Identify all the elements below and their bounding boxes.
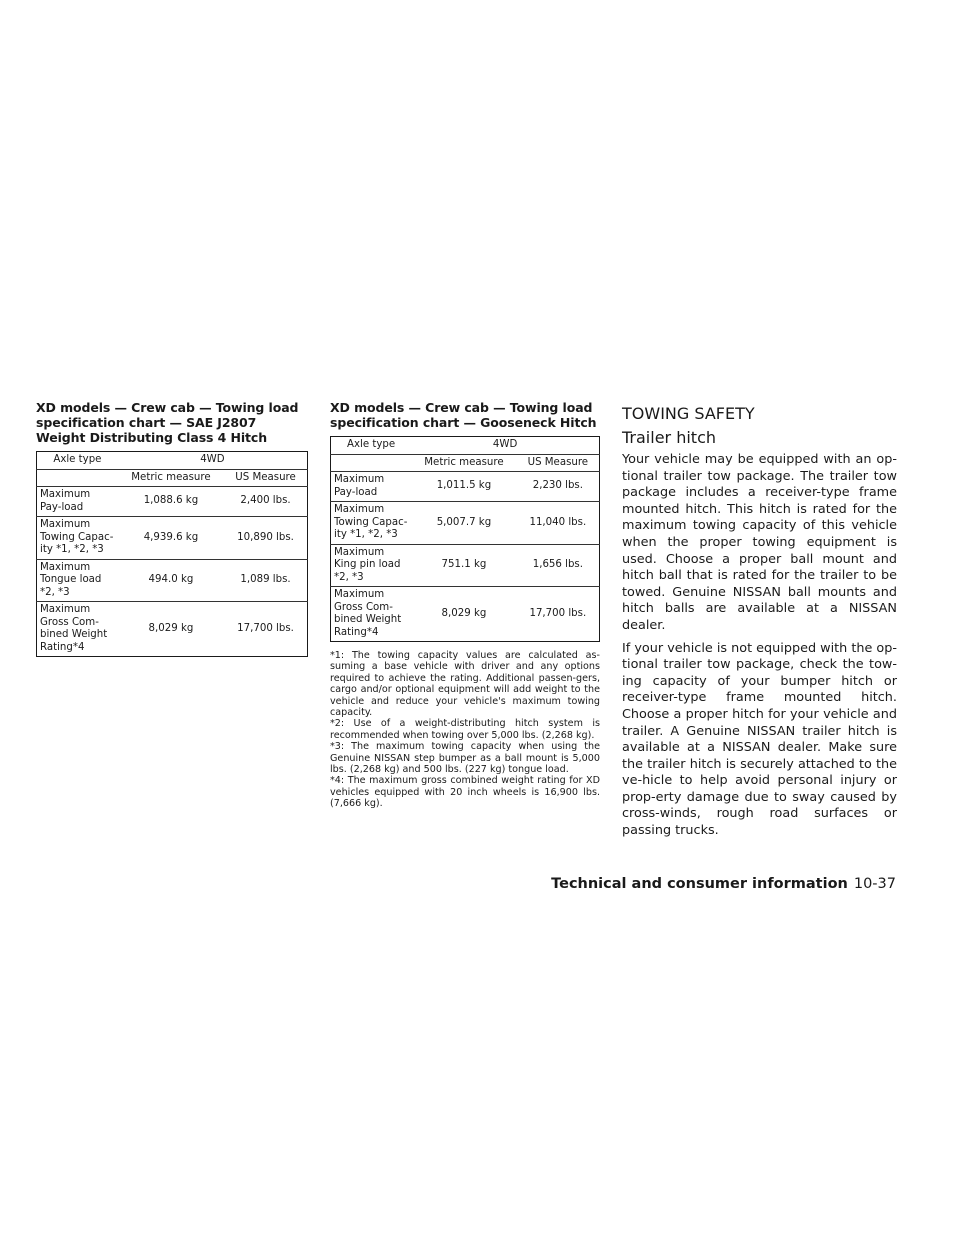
row-label: Maximum Towing Capac-ity *1, *2, *3	[37, 517, 118, 560]
table-row	[331, 544, 600, 587]
metric-value: 8,029 kg	[118, 602, 224, 657]
row-label: Maximum Towing Capac-ity *1, *2, *3	[331, 502, 412, 545]
row-label: Maximum Pay-load	[331, 472, 412, 502]
paragraph: Your vehicle may be equipped with an op-tional trailer tow package. The trailer tow package includes a receiver-type frame mounted hitch. This hitch is rated for the maximum towing capacity of this vehicle when the proper towing equipment is used. Choose a proper ball mount and hitch ball that is rated for the trailer to be towed. Genuine NISSAN ball mounts and hitch balls are available at a NISSAN dealer.	[622, 452, 897, 633]
axle-type-header: Axle type	[53, 454, 102, 465]
paragraph: If your vehicle is not equipped with the op-tional trailer tow package, check the tow-ing capacity of your bumper hitch or receiver-type frame mounted hitch. Choose a proper hitch for your vehicle and trailer. A Genuine NISSAN trailer hitch is available at a NISSAN dealer. Make sure the trailer hitch is securely attached to the ve-hicle to help avoid personal injury or prop-erty damage due to sway caused by cross-winds, rough road surfaces or passing trucks.	[622, 640, 897, 839]
us-value: 1,089 lbs.	[224, 559, 307, 602]
left-column	[36, 400, 308, 657]
drive-header: 4WD	[492, 439, 518, 450]
table-subheader-row	[37, 469, 308, 487]
us-value: 2,230 lbs.	[517, 472, 600, 502]
footnote: *4: The maximum gross combined weight rating for XD vehicles equipped with 20 inch wheels is 16,900 lbs. (7,666 kg).	[330, 775, 600, 810]
table-header-row	[331, 437, 600, 455]
us-value: 1,656 lbs.	[517, 544, 600, 587]
metric-value: 5,007.7 kg	[411, 502, 517, 545]
table-row	[331, 587, 600, 642]
drive-header: 4WD	[200, 454, 225, 465]
metric-header: Metric measure	[411, 454, 517, 472]
metric-value: 4,939.6 kg	[118, 517, 224, 560]
metric-value: 1,088.6 kg	[118, 487, 224, 517]
right-column	[622, 400, 897, 846]
subsection-heading: Trailer hitch	[622, 428, 716, 447]
us-header: US Measure	[517, 454, 600, 472]
metric-value: 1,011.5 kg	[411, 472, 517, 502]
axle-type-header: Axle type	[347, 439, 396, 450]
us-value: 11,040 lbs.	[517, 502, 600, 545]
page-number: 10-37	[853, 876, 896, 892]
row-label: Maximum Gross Com-bined Weight Rating*4	[37, 602, 118, 657]
footnotes	[330, 650, 600, 810]
metric-header: Metric measure	[118, 469, 224, 487]
section-heading: TOWING SAFETY	[622, 404, 755, 423]
footnote: *2: Use of a weight-distributing hitch system is recommended when towing over 5,000 lbs. (2,268 kg).	[330, 718, 600, 741]
metric-value: 8,029 kg	[411, 587, 517, 642]
footnote: *1: The towing capacity values are calculated as-suming a base vehicle with driver and any options required to achieve the rating. Additional passen-gers, cargo and/or optional equipment will add weight to the vehicle and reduce your vehicle's maximum towing capacity.	[330, 650, 600, 719]
table-row	[331, 502, 600, 545]
row-label: Maximum Gross Com-bined Weight Rating*4	[331, 587, 412, 642]
section-title: XD models — Crew cab — Towing load specification chart — Gooseneck Hitch	[330, 400, 597, 430]
metric-value: 494.0 kg	[118, 559, 224, 602]
metric-value: 751.1 kg	[411, 544, 517, 587]
us-value: 17,700 lbs.	[224, 602, 307, 657]
row-label: Maximum Tongue load *2, *3	[37, 559, 118, 602]
us-value: 17,700 lbs.	[517, 587, 600, 642]
row-label: Maximum Pay-load	[37, 487, 118, 517]
table-subheader-row	[331, 454, 600, 472]
table-row	[331, 472, 600, 502]
spec-table-gooseneck	[330, 436, 600, 642]
us-value: 10,890 lbs.	[224, 517, 307, 560]
table-row	[37, 602, 308, 657]
table-header-row	[37, 452, 308, 470]
table-row	[37, 487, 308, 517]
row-label: Maximum King pin load *2, *3	[331, 544, 412, 587]
us-header: US Measure	[224, 469, 307, 487]
footnote: *3: The maximum towing capacity when using the Genuine NISSAN step bumper as a ball mount is 5,000 lbs. (2,268 kg) and 500 lbs. (227 kg) tongue load.	[330, 741, 600, 776]
middle-column	[330, 400, 600, 810]
page-footer	[0, 876, 896, 892]
spec-table-weight-distributing	[36, 451, 308, 657]
section-title: XD models — Crew cab — Towing load specification chart — SAE J2807 Weight Distributing Class 4 Hitch	[36, 400, 299, 445]
us-value: 2,400 lbs.	[224, 487, 307, 517]
footer-section-title: Technical and consumer information	[551, 876, 848, 892]
table-row	[37, 559, 308, 602]
table-row	[37, 517, 308, 560]
